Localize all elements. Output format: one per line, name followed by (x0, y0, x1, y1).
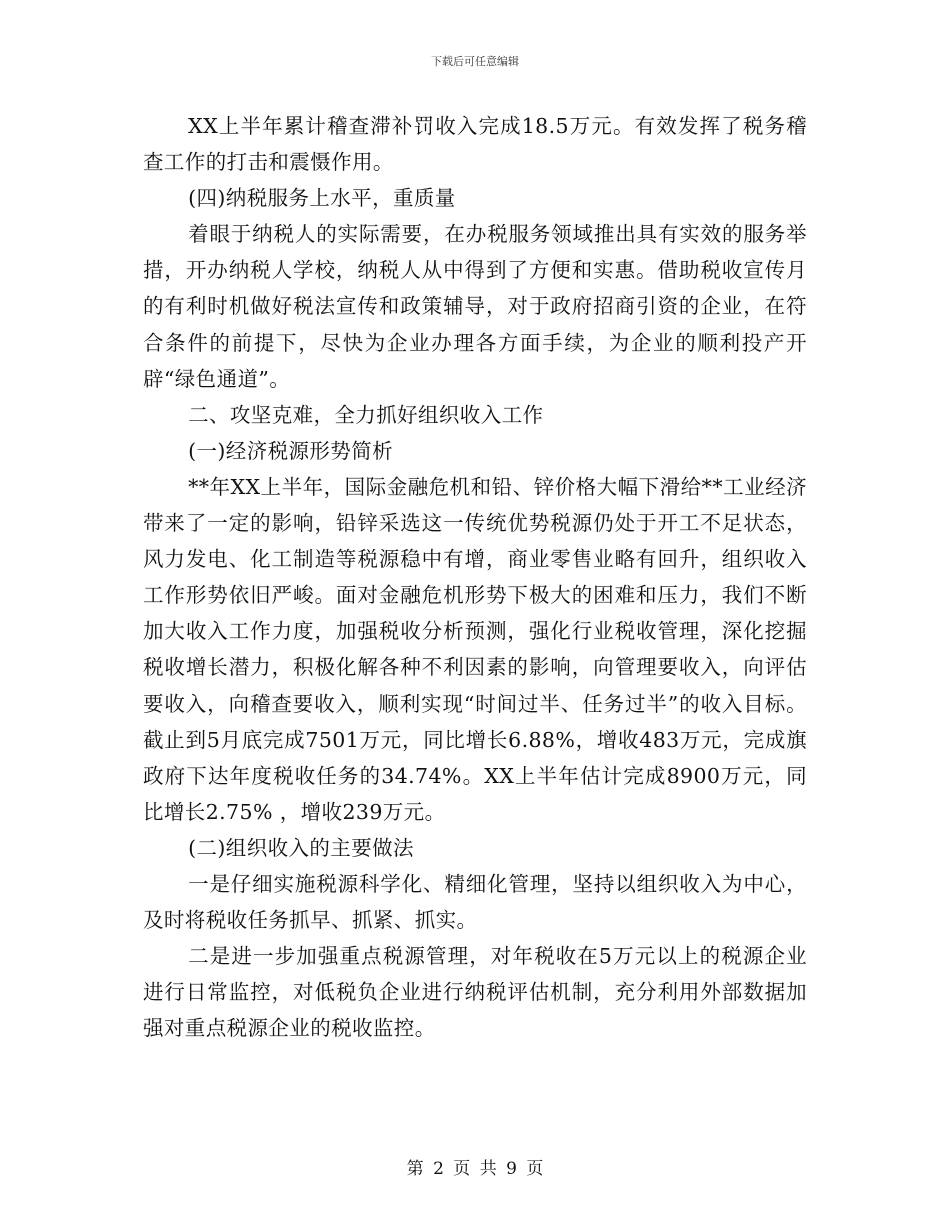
document-body (143, 108, 807, 1046)
subsection-heading-main-practices: (二)组织收入的主要做法 (188, 835, 414, 860)
page-number-footer: 第 2 页 共 9 页 (406, 1159, 544, 1179)
page-header: 下载后可任意编辑 (431, 55, 519, 68)
paragraph-taxpayer-service: 着眼于纳税人的实际需要，在办税服务领域推出具有实效的服务举措，开办纳税人学校，纳税人从中得到了方便和实惠。借助税收宣传月的有利时机做好税法宣传和政策辅导，对于政府招商引资的企业，在符合条件的前提下，尽快为企业办理各方面手续，为企业的顺利投产开辟“绿色通道”。 (143, 222, 807, 391)
section-heading-organize-revenue: 二、攻坚克难，全力抓好组织收入工作 (188, 402, 544, 427)
subsection-heading-economic-analysis: (一)经济税源形势简析 (188, 438, 393, 463)
paragraph-practice-one: 一是仔细实施税源科学化、精细化管理，坚持以组织收入为中心，及时将税收任务抓早、抓紧、抓实。 (143, 871, 807, 933)
paragraph-economic-analysis: **年XX上半年，国际金融危机和铅、锌价格大幅下滑给**工业经济带来了一定的影响，铅锌采选这一传统优势税源仍处于开工不足状态，风力发电、化工制造等税源稳中有增，商业零售业略有回升，组织收入工作形势依旧严峻。面对金融危机形势下极大的困难和压力，我们不断加大收入工作力度，加强税收分析预测，强化行业税收管理，深化挖掘税收增长潜力，积极化解各种不利因素的影响，向管理要收入，向评估要收入，向稽查要收入，顺利实现“时间过半、任务过半”的收入目标。截止到5月底完成7501万元，同比增长6.88%，增收483万元，完成旗政府下达年度税收任务的34.74%。XX上半年估计完成8900万元，同比增长2.75% ，增收239万元。 (143, 474, 807, 824)
paragraph-practice-two: 二是进一步加强重点税源管理，对年税收在5万元以上的税源企业进行日常监控，对低税负企业进行纳税评估机制，充分利用外部数据加强对重点税源企业的税收监控。 (143, 944, 807, 1041)
paragraph-audit-revenue: XX上半年累计稽查滞补罚收入完成18.5万元。有效发挥了税务稽查工作的打击和震慑作用。 (143, 114, 807, 175)
section-heading-taxpayer-service: (四)纳税服务上水平，重质量 (188, 186, 456, 211)
